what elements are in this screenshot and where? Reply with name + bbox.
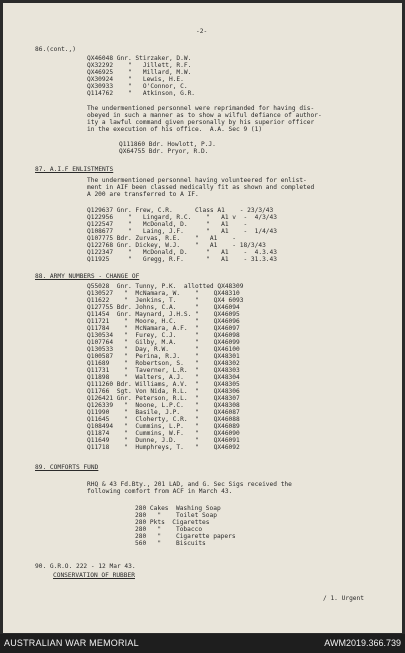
- page-number: -2-: [196, 28, 208, 35]
- s86-row2-2: QX64755 Bdr. Pryor, R.D.: [119, 148, 209, 155]
- section-89-title: 89. COMFORTS FUND: [35, 464, 99, 471]
- s88-row-12: Q11689 " Robertson, S. " QX48302: [87, 360, 240, 367]
- s86-row-5: QX30933 " O'Connor, C.: [87, 83, 188, 90]
- section-86-title: 86.(cont.,): [35, 46, 76, 53]
- s88-row-19: Q11990 " Basile, J.P. " QX46087: [87, 409, 240, 416]
- section-87-title: 87. A.I.F ENLISTMENTS: [35, 166, 114, 173]
- section-88-title: 88. ARMY NUMBERS - CHANGE OF: [35, 273, 140, 280]
- s88-row-24: Q11718 " Humphreys, T. " QX46092: [87, 444, 240, 451]
- s89-item-5: 280 " Cigarette papers: [135, 533, 236, 540]
- s88-row-20: Q11645 " Cloherty, C.R. " QX46088: [87, 416, 240, 423]
- s88-row-7: Q11784 " McNamara, A.F. " QX46097: [87, 325, 240, 332]
- s87-row-4: Q108677 " Laing, J.F. " A1 - 1/4/43: [87, 228, 277, 235]
- s86-row-2: QX32292 " Jillett, R.F.: [87, 62, 192, 69]
- s88-row-5: Q11454 Gnr. Maynard, J.H.S. " QX46095: [87, 311, 240, 318]
- s86-para-3: ity a lawful command given personally by his superior officer: [87, 119, 315, 126]
- s88-row-4: Q127755 Bdr. Johns, C.A. " QX46094: [87, 304, 240, 311]
- s87-para-3: A 200 are transferred to A IF.: [87, 191, 199, 198]
- s86-row2-1: Q111860 Bdr. Howlott, P.J.: [119, 141, 216, 148]
- s88-row-1: Q55028 Gnr. Tunny, P.K. allotted QX48309: [87, 283, 244, 290]
- s88-row-23: Q11649 " Dunne, J.D. " QX46091: [87, 437, 240, 444]
- s88-row-21: Q108494 " Cummins, L.P. " QX46089: [87, 423, 240, 430]
- s86-row-4: QX30924 " Lewis, H.E.: [87, 76, 184, 83]
- s89-para-1: RHQ & 43 Fd.Bty., 201 LAD, and G. Sec Sigs received the: [87, 481, 292, 488]
- s88-row-10: Q130533 " Day, R.W. " QX46100: [87, 346, 240, 353]
- s88-row-14: Q11898 " Walters, A.J. " QX48304: [87, 374, 240, 381]
- s86-para-4: in the execution of his office. A.A. Sec 9 (1): [87, 126, 263, 133]
- s88-row-16: Q11766 Sgt. Von Nida, R.L. " QX48306: [87, 388, 240, 395]
- s86-row-3: QX46925 " Millard, M.W.: [87, 69, 192, 76]
- s89-item-6: 560 " Biscuits: [135, 540, 206, 547]
- s86-row-6: Q114762 " Atkinson, G.R.: [87, 90, 196, 97]
- s86-para-2: obeyed in such a manner as to show a wilful defiance of author-: [87, 112, 322, 119]
- s87-row-1: Q129637 Gnr. Frew, C.R. Class A1 - 23/3/43: [87, 207, 274, 214]
- section-90-title: 90. G.R.O. 222 - 12 Mar 43.: [35, 563, 136, 570]
- s89-item-1: 280 Cakes Washing Soap: [135, 505, 221, 512]
- s88-row-9: Q107764 " Gilby, M.A. " QX46099: [87, 339, 240, 346]
- s87-row-6: Q122768 Gnr. Dickey, W.J. " A1 - 18/3/43: [87, 242, 266, 249]
- s89-para-2: following comfort from ACF in March 43.: [87, 488, 233, 495]
- s88-row-18: Q126339 " Noone, L.P.C. " QX48308: [87, 402, 240, 409]
- s88-row-22: Q11874 " Cummins, W.F. " QX46090: [87, 430, 240, 437]
- s88-row-8: Q130534 " Furey, C.J. " QX46098: [87, 332, 240, 339]
- footer-reference: AWM2019.366.739: [324, 638, 401, 648]
- s88-row-3: Q11622 " Jenkins, T. " QX4 6093: [87, 297, 244, 304]
- section-90-subtitle: CONSERVATION OF RUBBER: [53, 572, 135, 579]
- s87-row-2: Q122956 " Lingard, R.C. " A1 v - 4/3/43: [87, 214, 277, 221]
- s88-row-2: Q130527 " McNamara, W. " QX48310: [87, 290, 240, 297]
- footnote-urgent: / 1. Urgent: [323, 595, 364, 602]
- s88-row-13: Q11731 " Taverner, L.R. " QX48303: [87, 367, 240, 374]
- s88-row-11: Q100587 " Perina, R.J. " QX48301: [87, 353, 240, 360]
- s87-row-5: Q107775 Bdr. Zurvas, R.E. " A1 -: [87, 235, 237, 242]
- s87-para-2: ment in AIF been classed medically fit as shown and completed: [87, 184, 315, 191]
- s87-para-1: The undermentioned personnel having volunteered for enlist-: [87, 177, 307, 184]
- s87-row-8: Q11925 " Gregg, R.F. " A1 - 31.3.43: [87, 256, 277, 263]
- s87-row-7: Q122347 " McDonald, D. " A1 - 4.3.43: [87, 249, 277, 256]
- s88-row-6: Q11721 " Moore, H.C. " QX46096: [87, 318, 240, 325]
- s88-row-17: Q126421 Gnr. Peterson, R.L. " QX48307: [87, 395, 240, 402]
- s88-row-15: Q111260 Bdr. Williams, A.V. " QX48305: [87, 381, 240, 388]
- s89-item-3: 280 Pkts Cigarettes: [135, 519, 210, 526]
- s89-item-4: 280 " Tobacco: [135, 526, 203, 533]
- document-body: [3, 3, 402, 633]
- s89-item-2: 280 " Toilet Soap: [135, 512, 217, 519]
- s87-row-3: Q122547 " McDonald, D. " A1 -: [87, 221, 248, 228]
- s86-row-1: QX46048 Gnr. Stirzaker, D.W.: [87, 55, 192, 62]
- s86-para-1: The undermentioned personnel were reprimanded for having dis-: [87, 105, 315, 112]
- document-page: [3, 3, 402, 633]
- footer-institution: AUSTRALIAN WAR MEMORIAL: [4, 638, 139, 648]
- footer-bar: [0, 634, 405, 653]
